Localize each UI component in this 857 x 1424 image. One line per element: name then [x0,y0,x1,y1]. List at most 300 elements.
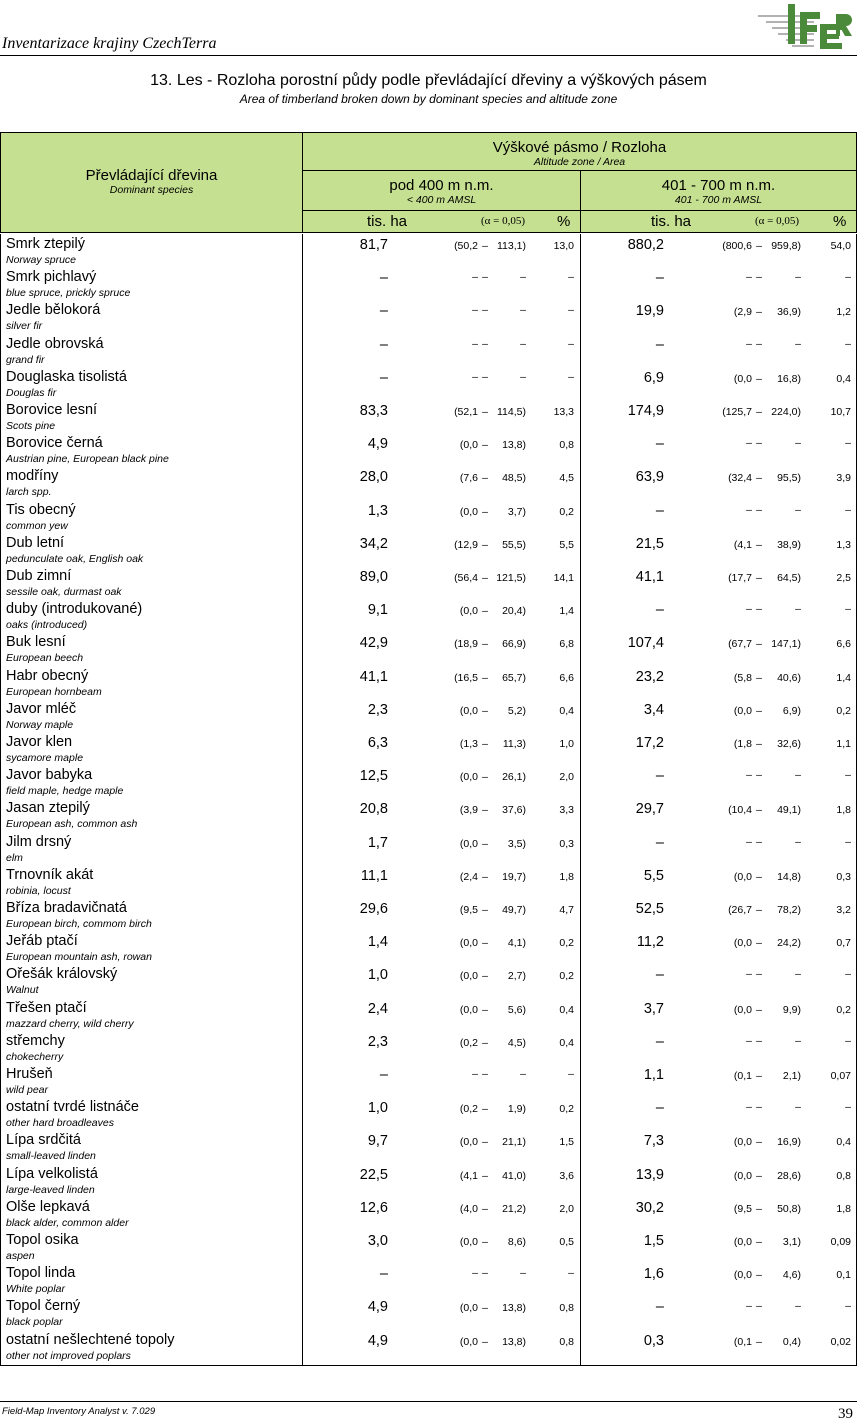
document-header-title: Inventarizace krajiny CzechTerra [2,35,217,52]
species-name-en: sycamore maple [6,752,84,764]
table-row [0,732,857,765]
z1-area: 9,7 [367,1133,388,1150]
species-name-cz: Buk lesní [6,634,66,651]
species-name-cz: Jedle bělokorá [6,302,101,319]
z1-percent: 1,4 [559,605,574,618]
z2-area: 11,2 [636,934,664,951]
z1-percent: 4,7 [559,904,574,916]
z1-ci-lower: (3,9 [459,804,478,817]
zone1-col-area: tis. ha [367,213,408,230]
z1-ci-lower: – [472,271,478,284]
z2-ci-upper: 16,8) [777,372,801,385]
z1-ci-upper: 48,5) [502,472,526,485]
z2-ci-lower: – [746,835,752,848]
z2-area: 6,9 [643,369,664,386]
z2-ci-dash: – [756,503,762,516]
species-name-cz: Olše lepkavá [6,1198,90,1215]
z1-percent: 0,2 [559,505,574,518]
z2-ci-lower: (0,1 [733,1335,752,1348]
zone1-col-ci: (α = 0,05) [481,215,526,227]
species-name-cz: Dub letní [6,534,65,551]
z1-ci-lower: (56,4 [454,572,478,584]
species-name-en: grand fir [6,353,45,366]
z2-ci-dash: – [756,835,762,848]
species-name-en: blue spruce, prickly spruce [6,287,131,300]
z2-ci-dash: – [756,870,762,883]
z1-ci-upper: 11,3) [502,738,526,750]
species-name-en: field maple, hedge maple [6,785,124,798]
species-name-cz: duby (introdukované) [6,601,143,618]
species-name-en: oaks (introduced) [6,619,88,632]
z2-area: 0,3 [643,1332,664,1349]
table-row [0,765,857,798]
z2-percent: 0,09 [830,1236,851,1248]
z1-ci-upper: 65,7) [502,671,526,684]
species-name-en: larch spp. [6,486,52,499]
z1-percent: 0,3 [559,837,574,850]
table-title: 13. Les - Rozloha porostní půdy podle převládající dřeviny a výškových pásem [150,72,707,89]
species-name-en: European ash, common ash [6,818,138,831]
z1-ci-lower: (52,1 [454,406,478,418]
table-row [0,300,857,333]
z2-ci-upper: 95,5) [777,472,801,485]
z1-ci-lower: (18,9 [454,638,478,651]
species-name-en: robinia, locust [6,884,71,897]
species-name-cz: Jilm drsný [6,833,72,850]
z2-area: – [655,502,664,519]
z1-ci-dash: – [482,1169,488,1182]
z2-ci-lower: (0,0 [733,1236,752,1248]
z1-ci-dash: – [482,837,488,850]
z2-ci-upper: 147,1) [771,638,801,651]
z1-ci-lower: – [472,304,478,317]
species-name-cz: Jasan ztepilý [6,800,90,817]
z1-ci-dash: – [482,1302,488,1315]
z1-ci-lower: (0,0 [459,937,478,950]
z2-area: 29,7 [635,801,664,818]
species-header [0,132,303,233]
species-name-cz: Trnovník akát [6,866,94,883]
z1-ci-upper: 4,1) [507,937,526,950]
z1-area: 1,4 [367,934,388,951]
z1-ci-upper: 121,5) [496,572,526,584]
z2-ci-dash: – [756,572,762,584]
z1-ci-lower: (9,5 [459,904,478,916]
table-grid-line [302,234,303,1365]
z1-ci-upper: – [520,1068,526,1080]
z1-percent: 0,8 [559,1302,574,1315]
table-row [0,931,857,964]
table-row [0,334,857,367]
z1-percent: – [568,304,574,317]
z1-ci-dash: – [482,804,488,817]
species-name-cz: Douglaska tisolistá [6,368,127,385]
z2-area: 5,5 [643,867,664,884]
z2-ci-lower: (17,7 [728,572,752,584]
z2-area: 30,2 [635,1199,664,1216]
z2-ci-dash: – [756,337,762,350]
altitude-group-cz: Výškové pásmo / Rozloha [492,139,667,156]
z1-ci-dash: – [482,439,488,452]
species-name-en: Norway spruce [6,254,77,266]
z2-area: – [655,602,664,619]
z2-area: – [655,270,664,287]
z2-area: 41,1 [635,569,664,585]
z1-ci-lower: – [472,337,478,350]
z2-ci-upper: – [795,503,801,516]
z2-percent: – [845,603,851,616]
z2-area: 19,9 [635,303,664,320]
z2-ci-dash: – [756,1269,762,1282]
species-name-en: Walnut [6,984,39,997]
species-name-cz: Ořešák královský [6,966,118,983]
table-row [0,699,857,732]
z1-area: – [379,1067,388,1083]
z2-area: – [655,1299,664,1316]
z2-percent: – [845,835,851,848]
z1-area: 9,1 [367,602,388,619]
z1-area: 22,5 [359,1166,388,1183]
z1-ci-lower: (0,0 [459,505,478,518]
species-name-cz: Dub zimní [6,568,72,584]
z2-ci-upper: 78,2) [777,904,801,916]
z1-area: 34,2 [359,535,388,552]
z2-percent: 0,2 [836,704,851,717]
footer-software: Field-Map Inventory Analyst v. 7.029 [2,1406,156,1417]
z1-area: 29,6 [359,901,388,917]
z2-ci-lower: (0,0 [733,372,752,385]
z2-ci-dash: – [756,1169,762,1182]
z1-percent: 3,3 [559,804,574,817]
z2-ci-lower: – [746,769,752,782]
z1-area: 3,0 [367,1233,388,1249]
z2-area: 17,2 [635,735,664,751]
z1-area: 81,7 [359,237,388,253]
z2-area: 3,4 [643,701,664,718]
z2-ci-upper: 224,0) [771,406,801,418]
z1-ci-lower: (0,0 [459,704,478,717]
zone1-col-headers [302,210,581,233]
z2-ci-lower: – [746,603,752,616]
z2-percent: 1,2 [836,306,851,319]
z1-ci-upper: – [520,1267,526,1280]
z2-ci-lower: – [746,1034,752,1047]
species-name-en: European birch, commom birch [6,918,152,930]
z1-area: 2,4 [367,1000,388,1017]
z2-percent: 0,1 [836,1269,851,1282]
z2-area: 63,9 [635,469,664,486]
table-row [0,1230,857,1263]
z2-ci-dash: – [756,904,762,916]
z2-percent: 0,3 [836,870,851,883]
z1-ci-dash: – [482,671,488,684]
z1-ci-dash: – [482,638,488,651]
table-row [0,1031,857,1064]
species-name-en: European mountain ash, rowan [6,951,152,964]
z1-ci-upper: 20,4) [502,605,526,618]
species-name-cz: Habr obecný [6,667,89,684]
z1-area: – [379,270,388,287]
z2-ci-lower: (4,1 [733,538,752,551]
z1-area: – [379,303,388,320]
z1-area: 12,5 [359,768,388,785]
table-row [0,367,857,400]
z2-ci-lower: – [746,1101,752,1114]
z1-percent: 0,4 [559,704,574,717]
z2-ci-lower: – [746,968,752,981]
altitude-group-en: Altitude zone / Area [533,156,626,168]
z2-percent: 0,4 [836,1136,851,1149]
z1-percent: 2,0 [559,771,574,784]
z1-ci-upper: 13,8) [502,439,526,452]
z1-ci-dash: – [482,1267,488,1280]
z2-ci-lower: (0,0 [733,870,752,883]
z1-ci-dash: – [482,538,488,551]
z1-percent: 0,2 [559,937,574,950]
z2-percent: 0,02 [830,1335,851,1348]
species-name-en: silver fir [6,320,43,333]
z2-ci-upper: – [795,337,801,350]
z2-percent: 2,5 [836,572,851,584]
z1-area: – [379,1266,388,1283]
z2-ci-upper: 36,9) [777,306,801,319]
z1-ci-upper: 4,5) [507,1036,526,1049]
species-name-cz: Javor klen [6,734,73,750]
z2-ci-dash: – [756,638,762,651]
z1-ci-lower: – [472,370,478,383]
z2-percent: – [845,437,851,450]
table-row [0,1064,857,1097]
zone2-col-area: tis. ha [651,213,692,230]
z1-ci-upper: – [520,304,526,317]
z2-area: – [655,967,664,984]
z1-ci-upper: 13,8) [502,1302,526,1315]
z2-ci-dash: – [756,603,762,616]
z2-ci-lower: – [746,1300,752,1313]
z2-ci-lower: (2,9 [733,306,752,319]
z1-ci-upper: 55,5) [502,538,526,551]
z1-area: 1,0 [367,1100,388,1117]
z1-percent: 4,5 [559,472,574,485]
z1-ci-lower: (0,0 [459,1136,478,1149]
z2-area: 107,4 [627,635,664,652]
species-name-cz: Borovice černá [6,435,103,452]
z2-ci-dash: – [756,1236,762,1248]
z1-ci-dash: – [482,240,488,252]
z2-percent: 0,07 [830,1070,851,1082]
z2-ci-upper: 2,1) [782,1070,801,1082]
z2-area: 52,5 [635,901,664,917]
z1-percent: 0,4 [559,1036,574,1049]
species-name-cz: Třešen ptačí [6,999,87,1016]
z2-ci-dash: – [756,1335,762,1348]
species-name-en: small-leaved linden [6,1150,96,1163]
z1-ci-upper: 3,7) [507,505,526,518]
z2-percent: 0,7 [836,937,851,950]
species-header-en: Dominant species [109,184,194,196]
table-row [0,599,857,632]
z2-ci-upper: 38,9) [777,538,801,551]
z2-ci-upper: 16,9) [777,1136,801,1149]
species-name-en: European beech [6,652,84,665]
z2-ci-dash: – [756,1070,762,1082]
table-row [0,1263,857,1296]
species-name-cz: Lípa srdčitá [6,1132,81,1149]
z1-ci-upper: 5,2) [507,704,526,717]
zone2-col-pct: % [833,213,847,230]
z1-percent: – [568,337,574,350]
z2-area: 174,9 [627,403,664,419]
z2-ci-lower: (26,7 [728,904,752,916]
z2-ci-upper: – [795,1101,801,1114]
z2-ci-dash: – [756,406,762,418]
z1-percent: – [568,271,574,284]
z2-ci-upper: 40,6) [777,671,801,684]
z2-ci-dash: – [756,240,762,252]
z2-ci-upper: 4,6) [782,1269,801,1282]
z2-percent: 3,9 [836,472,851,485]
z1-percent: 0,2 [559,970,574,983]
species-name-en: European hornbeam [6,685,102,698]
z1-ci-dash: – [482,472,488,485]
z2-percent: 0,4 [836,372,851,385]
zone2-col-ci: (α = 0,05) [755,215,800,227]
z1-ci-dash: – [482,304,488,317]
z2-ci-dash: – [756,271,762,284]
z2-ci-dash: – [756,437,762,450]
z1-percent: 1,0 [559,738,574,750]
z2-ci-upper: 9,9) [782,1003,801,1016]
table-row [0,400,857,433]
z2-ci-upper: 3,1) [782,1236,801,1248]
z1-ci-upper: 66,9) [502,638,526,651]
z2-ci-lower: (800,6 [722,240,752,252]
z2-ci-dash: – [756,472,762,485]
z2-area: 7,3 [643,1133,664,1150]
z2-percent: – [845,769,851,782]
species-name-cz: Borovice lesní [6,402,98,418]
z1-area: 41,1 [359,668,388,685]
species-name-en: chokecherry [6,1050,64,1063]
z1-percent: 1,5 [559,1136,574,1149]
z2-area: 880,2 [627,237,664,253]
species-name-en: pedunculate oak, English oak [6,552,144,565]
z2-ci-upper: – [795,437,801,450]
table-row [0,1330,857,1363]
z2-percent: – [845,1300,851,1313]
z2-ci-dash: – [756,1202,762,1215]
species-name-en: other not improved poplars [6,1349,131,1362]
z1-area: 28,0 [359,469,388,486]
z1-area: 6,3 [367,735,388,751]
species-name-cz: Jedle obrovská [6,335,104,352]
z1-percent: 0,4 [559,1003,574,1016]
z2-area: 1,1 [643,1067,664,1083]
zone2-header [580,170,857,211]
z2-area: – [655,834,664,851]
table-row [0,500,857,533]
table-row [0,466,857,499]
z1-ci-upper: 21,1) [502,1136,526,1149]
z2-percent: 0,2 [836,1003,851,1016]
z2-ci-upper: 24,2) [777,937,801,950]
z2-ci-lower: (0,0 [733,937,752,950]
table-row [0,1130,857,1163]
z2-ci-dash: – [756,1300,762,1313]
z1-percent: 2,0 [559,1202,574,1215]
z1-percent: 1,8 [559,870,574,883]
z2-percent: 1,8 [836,1202,851,1215]
z1-ci-lower: (2,4 [459,870,478,883]
z1-percent: 6,8 [559,638,574,651]
z2-ci-upper: – [795,603,801,616]
z2-ci-upper: – [795,1034,801,1047]
z1-ci-upper: 37,6) [502,804,526,817]
z2-ci-lower: (9,5 [733,1202,752,1215]
z1-ci-dash: – [482,970,488,983]
z1-percent: 6,6 [559,671,574,684]
z1-ci-lower: (50,2 [454,240,478,252]
species-name-en: sessile oak, durmast oak [6,586,122,598]
species-name-cz: Jeřáb ptačí [6,933,78,950]
z1-ci-lower: (0,0 [459,439,478,452]
z2-ci-lower: (1,8 [733,738,752,750]
zone2-col-headers [580,210,857,233]
species-name-en: Norway maple [6,718,74,731]
zone1-header-en: < 400 m AMSL [406,194,477,206]
z1-ci-lower: – [472,1267,478,1280]
z1-percent: 0,8 [559,1335,574,1348]
z2-percent: 1,8 [836,804,851,817]
table-row [0,1097,857,1130]
z1-ci-upper: 2,7) [507,970,526,983]
footer-divider [0,1401,857,1402]
z1-percent: 13,3 [553,406,574,418]
z2-area: 21,5 [635,535,664,552]
z2-ci-dash: – [756,769,762,782]
z1-ci-lower: (4,1 [459,1169,478,1182]
table-row [0,865,857,898]
z2-ci-dash: – [756,671,762,684]
z1-percent: 14,1 [553,572,574,584]
z2-ci-upper: – [795,835,801,848]
z1-area: 4,9 [367,1332,388,1349]
z1-ci-upper: 5,6) [507,1003,526,1016]
z1-ci-lower: – [472,1068,478,1080]
z1-ci-lower: (12,9 [454,538,478,551]
header-divider [0,55,857,56]
z2-ci-lower: (10,4 [728,804,752,817]
table-row [0,267,857,300]
z1-ci-upper: 8,6) [507,1236,526,1248]
z2-area: 1,6 [643,1266,664,1283]
table-row [0,832,857,865]
z1-ci-upper: 1,9) [507,1103,526,1116]
z2-ci-upper: 49,1) [777,804,801,817]
z2-ci-lower: – [746,337,752,350]
z2-ci-lower: (0,0 [733,1269,752,1282]
z1-ci-upper: – [520,370,526,383]
z1-area: 12,6 [359,1199,388,1216]
z1-area: – [379,336,388,353]
z1-ci-upper: 113,1) [497,240,526,252]
species-name-cz: Tis obecný [6,501,76,518]
z1-area: 1,7 [367,834,388,851]
z1-ci-upper: 19,7) [502,870,526,883]
z2-percent: 1,3 [836,538,851,551]
ifer-logo [756,2,854,52]
z2-ci-upper: – [795,271,801,284]
